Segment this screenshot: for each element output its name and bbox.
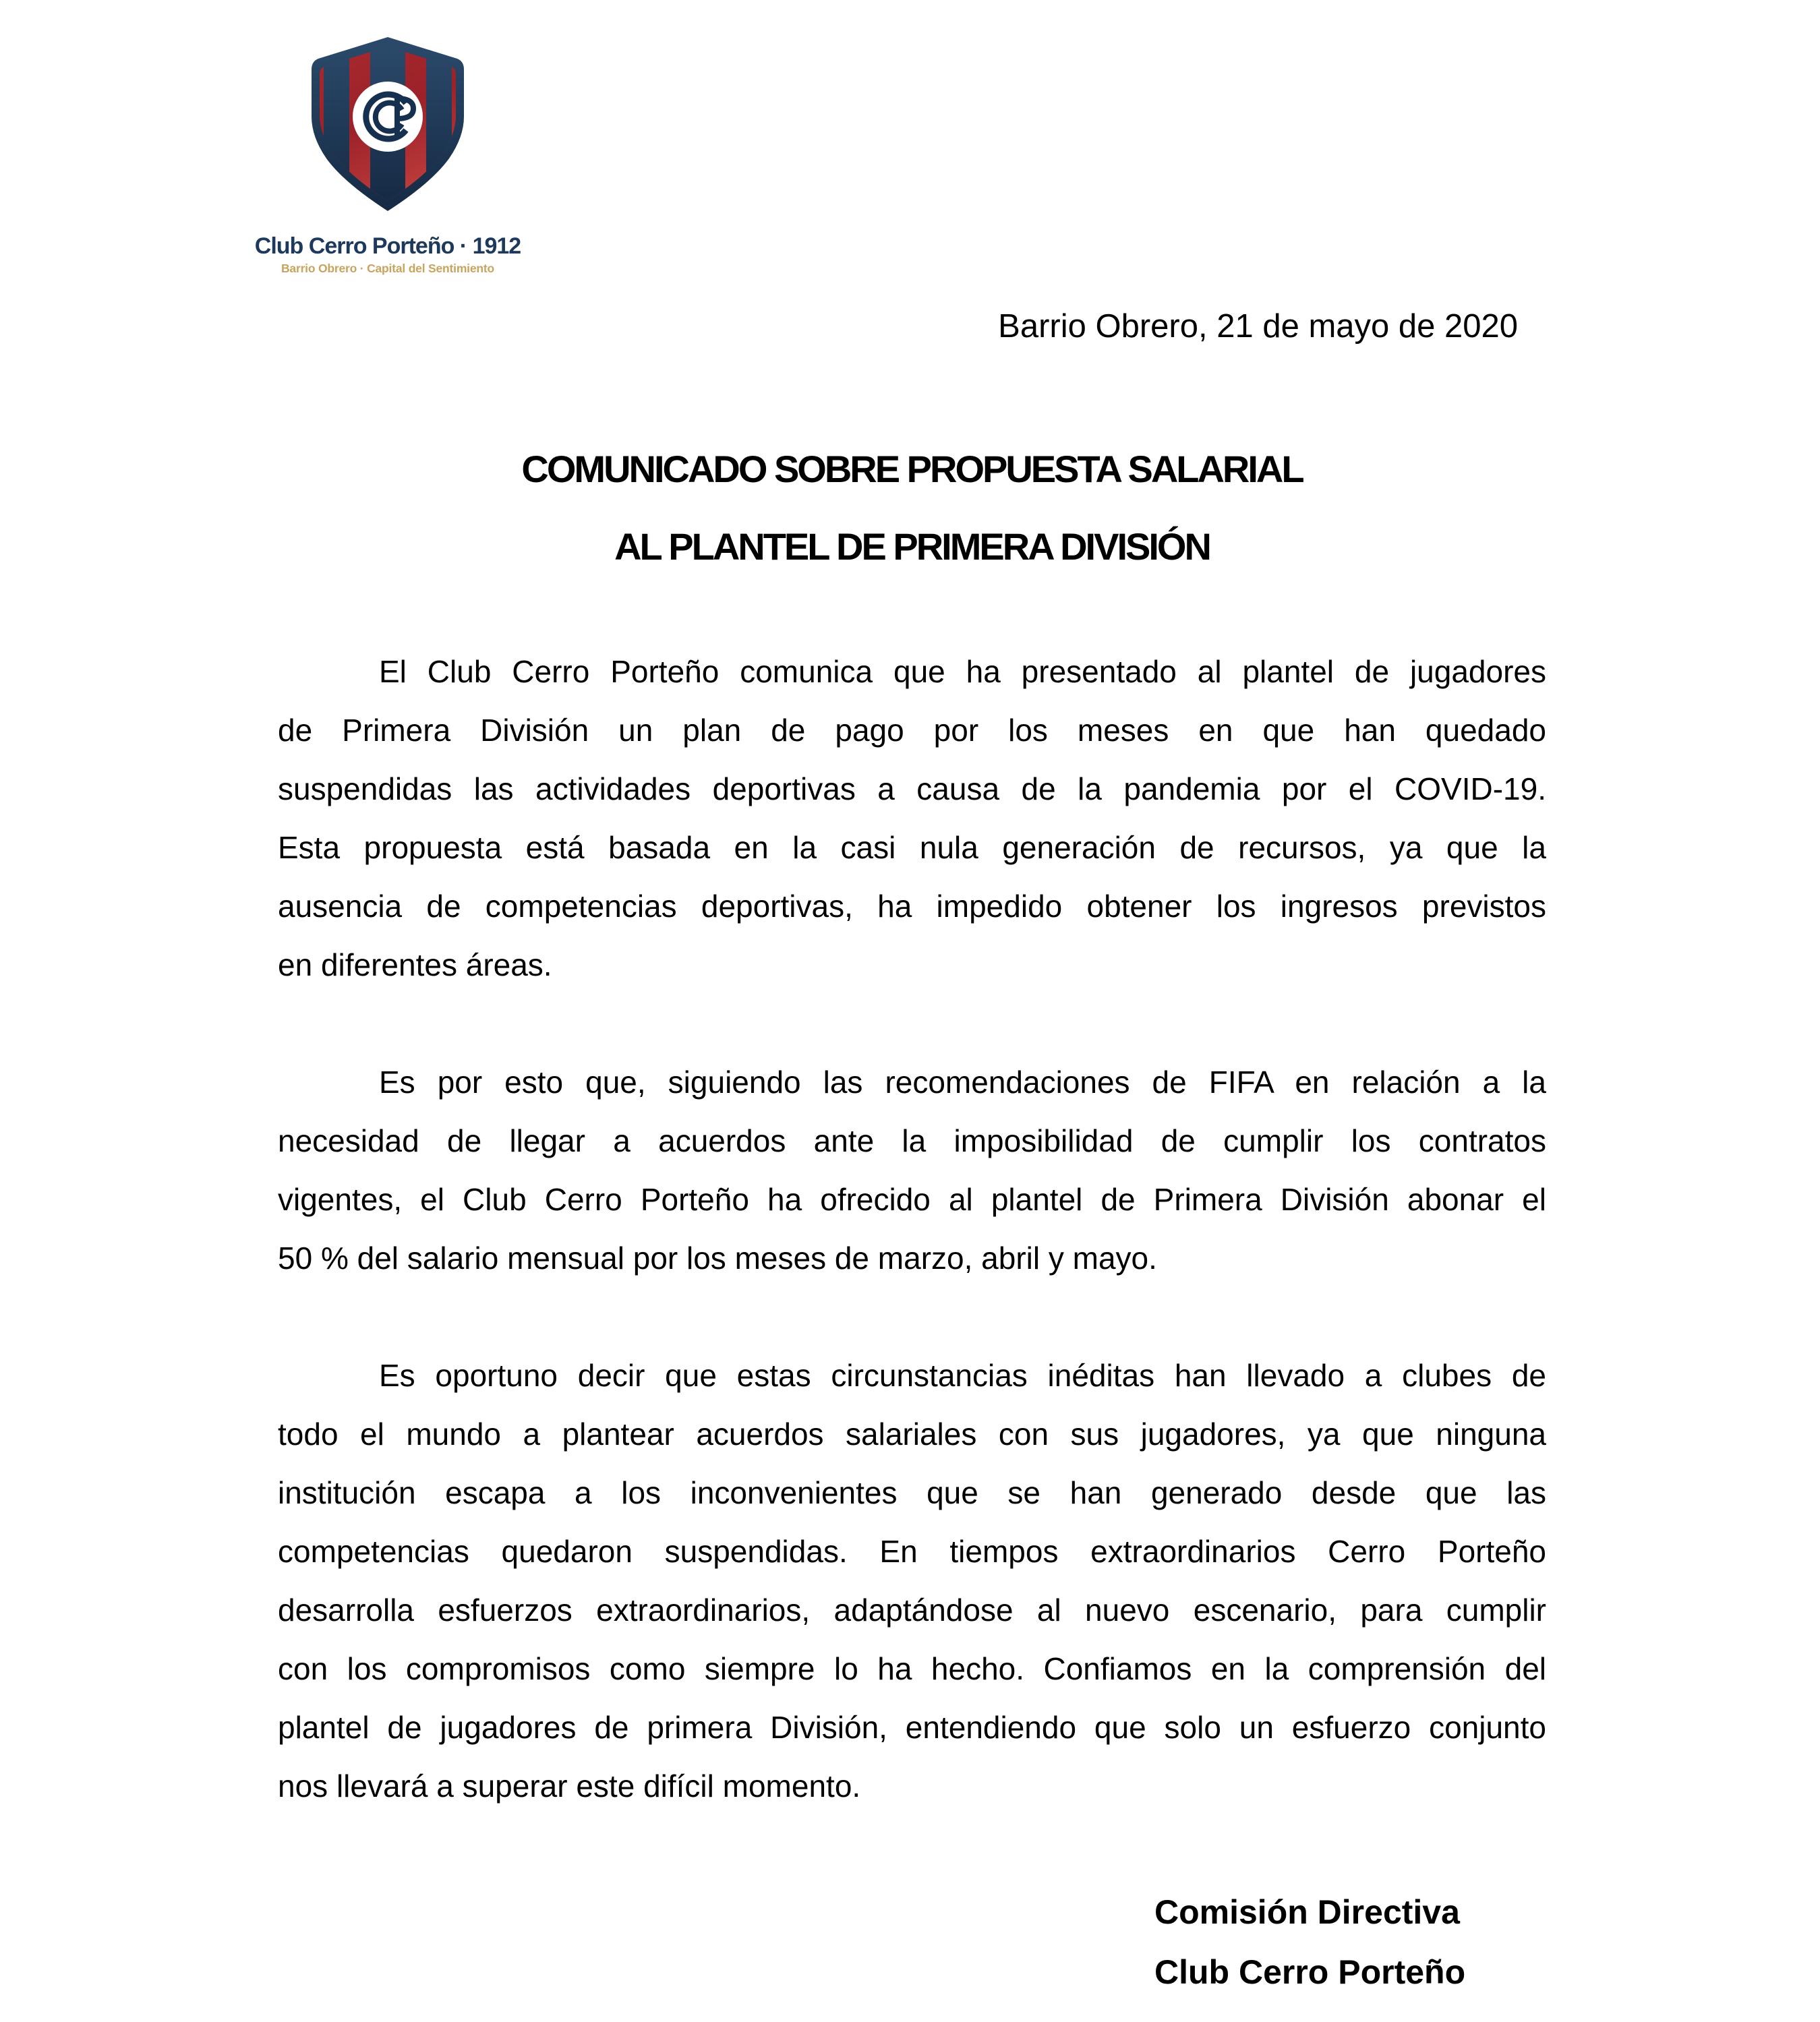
club-tagline: Barrio Obrero · Capital del Sentimiento [281, 262, 494, 275]
paragraph [278, 1346, 1546, 1816]
paragraph-line: necesidad de llegar a acuerdos ante la imposibilidad de cumplir los contratos [278, 1123, 1546, 1158]
paragraph-line: en diferentes áreas. [278, 947, 552, 982]
paragraph-line: plantel de jugadores de primera División, entendiendo que solo un esfuerzo conjunto [278, 1710, 1546, 1745]
paragraph-line: 50 % del salario mensual por los meses de marzo, abril y mayo. [278, 1241, 1157, 1276]
paragraph-line: ausencia de competencias deportivas, ha impedido obtener los ingresos previstos [278, 889, 1546, 924]
signature-line2: Club Cerro Porteño [1154, 1953, 1466, 1991]
paragraph-line: El Club Cerro Porteño comunica que ha presentado al plantel de jugadores [379, 654, 1546, 689]
club-wordmark: Club Cerro Porteño · 1912 [254, 233, 521, 259]
document-title-line2: AL PLANTEL DE PRIMERA DIVISIÓN [614, 525, 1210, 568]
paragraph-line: suspendidas las actividades deportivas a causa de la pandemia por el COVID-19. [278, 771, 1546, 806]
signature-line1: Comisión Directiva [1154, 1893, 1460, 1931]
paragraph-line: institución escapa a los inconvenientes que se han generado desde que las [278, 1475, 1546, 1510]
paragraph-line: vigentes, el Club Cerro Porteño ha ofrecido al plantel de Primera División abonar el [278, 1182, 1546, 1217]
document-title-line1: COMUNICADO SOBRE PROPUESTA SALARIAL [521, 448, 1303, 490]
paragraph-line: con los compromisos como siempre lo ha hecho. Confiamos en la comprensión del [278, 1651, 1546, 1686]
signature-block [1154, 1882, 1465, 2002]
paragraph-line: Es por esto que, siguiendo las recomendaciones de FIFA en relación a la [379, 1065, 1546, 1100]
paragraph-line: Es oportuno decir que estas circunstancias inéditas han llevado a clubes de [379, 1358, 1546, 1393]
dateline: Barrio Obrero, 21 de mayo de 2020 [998, 308, 1518, 345]
letter-body [278, 643, 1546, 1816]
paragraph-line: todo el mundo a plantear acuerdos salariales con sus jugadores, ya que ninguna [278, 1417, 1546, 1452]
paragraph-line: desarrolla esfuerzos extraordinarios, adaptándose al nuevo escenario, para cumplir [278, 1593, 1546, 1628]
club-logo-text [219, 233, 556, 275]
paragraph-line: de Primera División un plan de pago por los meses en que han quedado [278, 713, 1546, 748]
paragraph-line: nos llevará a superar este difícil momento. [278, 1768, 861, 1804]
paragraph-line: Esta propuesta está basada en la casi nula generación de recursos, ya que la [278, 830, 1546, 865]
paragraph [278, 1053, 1546, 1288]
club-crest-icon [303, 36, 472, 212]
paragraph-line: competencias quedaron suspendidas. En tiempos extraordinarios Cerro Porteño [278, 1534, 1546, 1569]
paragraph [278, 643, 1546, 994]
